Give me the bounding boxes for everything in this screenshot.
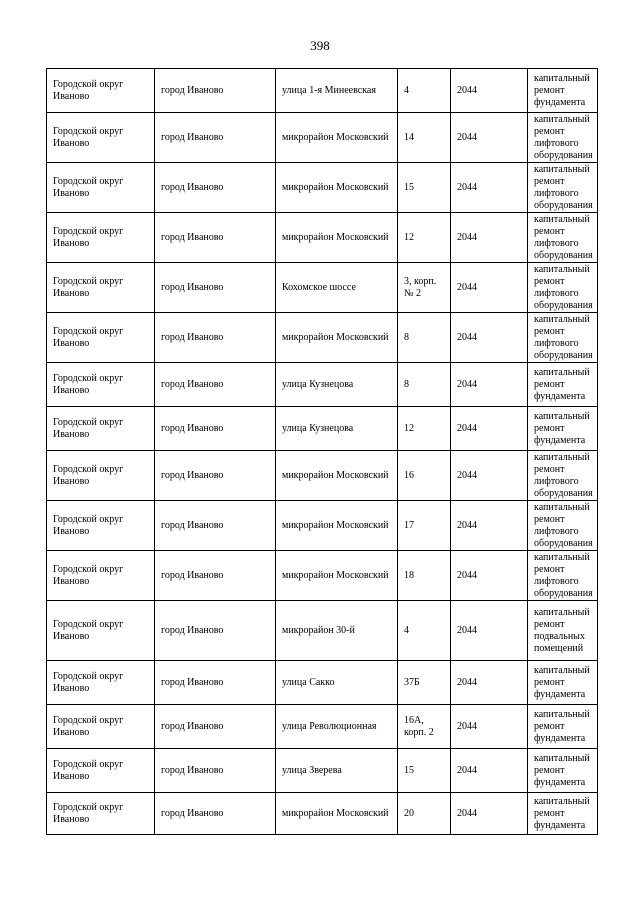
work-type-cell: капитальный ремонт лифтового оборудования bbox=[528, 451, 598, 501]
street-cell: микрорайон Московский bbox=[276, 551, 398, 601]
city-cell: город Иваново bbox=[155, 705, 276, 749]
street-cell: Кохомское шоссе bbox=[276, 263, 398, 313]
table-row bbox=[47, 705, 598, 749]
street-cell: улица Зверева bbox=[276, 749, 398, 793]
house-number-cell: 8 bbox=[398, 363, 451, 407]
year-cell: 2044 bbox=[451, 793, 528, 835]
okrug-cell: Городской округ Иваново bbox=[47, 661, 155, 705]
city-cell: город Иваново bbox=[155, 793, 276, 835]
street-cell: улица Кузнецова bbox=[276, 363, 398, 407]
house-number-cell: 16А, корп. 2 bbox=[398, 705, 451, 749]
okrug-cell: Городской округ Иваново bbox=[47, 163, 155, 213]
street-cell: микрорайон 30-й bbox=[276, 601, 398, 661]
year-cell: 2044 bbox=[451, 163, 528, 213]
work-type-cell: капитальный ремонт фундамента bbox=[528, 793, 598, 835]
okrug-cell: Городской округ Иваново bbox=[47, 263, 155, 313]
house-number-cell: 3, корп. № 2 bbox=[398, 263, 451, 313]
work-type-cell: капитальный ремонт лифтового оборудования bbox=[528, 501, 598, 551]
table-row bbox=[47, 407, 598, 451]
house-number-cell: 14 bbox=[398, 113, 451, 163]
work-type-cell: капитальный ремонт фундамента bbox=[528, 705, 598, 749]
okrug-cell: Городской округ Иваново bbox=[47, 363, 155, 407]
work-type-cell: капитальный ремонт фундамента bbox=[528, 363, 598, 407]
street-cell: микрорайон Московский bbox=[276, 163, 398, 213]
city-cell: город Иваново bbox=[155, 407, 276, 451]
city-cell: город Иваново bbox=[155, 163, 276, 213]
street-cell: улица 1-я Минеевская bbox=[276, 69, 398, 113]
work-type-cell: капитальный ремонт фундамента bbox=[528, 69, 598, 113]
city-cell: город Иваново bbox=[155, 501, 276, 551]
year-cell: 2044 bbox=[451, 661, 528, 705]
work-type-cell: капитальный ремонт лифтового оборудования bbox=[528, 263, 598, 313]
city-cell: город Иваново bbox=[155, 69, 276, 113]
work-type-cell: капитальный ремонт фундамента bbox=[528, 407, 598, 451]
okrug-cell: Городской округ Иваново bbox=[47, 113, 155, 163]
street-cell: микрорайон Московский bbox=[276, 451, 398, 501]
table-row bbox=[47, 601, 598, 661]
year-cell: 2044 bbox=[451, 69, 528, 113]
year-cell: 2044 bbox=[451, 451, 528, 501]
table-row bbox=[47, 113, 598, 163]
house-number-cell: 8 bbox=[398, 313, 451, 363]
okrug-cell: Городской округ Иваново bbox=[47, 749, 155, 793]
year-cell: 2044 bbox=[451, 749, 528, 793]
house-number-cell: 4 bbox=[398, 69, 451, 113]
city-cell: город Иваново bbox=[155, 661, 276, 705]
city-cell: город Иваново bbox=[155, 749, 276, 793]
okrug-cell: Городской округ Иваново bbox=[47, 705, 155, 749]
okrug-cell: Городской округ Иваново bbox=[47, 793, 155, 835]
house-number-cell: 4 bbox=[398, 601, 451, 661]
year-cell: 2044 bbox=[451, 263, 528, 313]
table-row bbox=[47, 451, 598, 501]
table-row bbox=[47, 263, 598, 313]
table-row bbox=[47, 213, 598, 263]
city-cell: город Иваново bbox=[155, 313, 276, 363]
page-number: 398 bbox=[310, 38, 330, 53]
house-number-cell: 17 bbox=[398, 501, 451, 551]
okrug-cell: Городской округ Иваново bbox=[47, 213, 155, 263]
okrug-cell: Городской округ Иваново bbox=[47, 501, 155, 551]
city-cell: город Иваново bbox=[155, 601, 276, 661]
street-cell: микрорайон Московский bbox=[276, 113, 398, 163]
work-type-cell: капитальный ремонт лифтового оборудования bbox=[528, 313, 598, 363]
street-cell: микрорайон Московский bbox=[276, 313, 398, 363]
year-cell: 2044 bbox=[451, 363, 528, 407]
table-row bbox=[47, 749, 598, 793]
street-cell: улица Кузнецова bbox=[276, 407, 398, 451]
okrug-cell: Городской округ Иваново bbox=[47, 407, 155, 451]
work-type-cell: капитальный ремонт фундамента bbox=[528, 749, 598, 793]
street-cell: микрорайон Московский bbox=[276, 793, 398, 835]
house-number-cell: 20 bbox=[398, 793, 451, 835]
year-cell: 2044 bbox=[451, 551, 528, 601]
city-cell: город Иваново bbox=[155, 213, 276, 263]
table-row bbox=[47, 313, 598, 363]
city-cell: город Иваново bbox=[155, 551, 276, 601]
table-body bbox=[47, 69, 598, 835]
year-cell: 2044 bbox=[451, 501, 528, 551]
table-row bbox=[47, 551, 598, 601]
table-row bbox=[47, 363, 598, 407]
work-type-cell: капитальный ремонт лифтового оборудования bbox=[528, 113, 598, 163]
year-cell: 2044 bbox=[451, 213, 528, 263]
house-number-cell: 18 bbox=[398, 551, 451, 601]
city-cell: город Иваново bbox=[155, 113, 276, 163]
work-type-cell: капитальный ремонт фундамента bbox=[528, 661, 598, 705]
okrug-cell: Городской округ Иваново bbox=[47, 451, 155, 501]
okrug-cell: Городской округ Иваново bbox=[47, 69, 155, 113]
table-row bbox=[47, 661, 598, 705]
house-number-cell: 15 bbox=[398, 163, 451, 213]
house-number-cell: 12 bbox=[398, 407, 451, 451]
table-row bbox=[47, 501, 598, 551]
okrug-cell: Городской округ Иваново bbox=[47, 601, 155, 661]
year-cell: 2044 bbox=[451, 113, 528, 163]
city-cell: город Иваново bbox=[155, 363, 276, 407]
repair-register-table bbox=[46, 68, 598, 835]
street-cell: микрорайон Московский bbox=[276, 213, 398, 263]
house-number-cell: 12 bbox=[398, 213, 451, 263]
year-cell: 2044 bbox=[451, 705, 528, 749]
year-cell: 2044 bbox=[451, 601, 528, 661]
street-cell: микрорайон Московский bbox=[276, 501, 398, 551]
street-cell: улица Сакко bbox=[276, 661, 398, 705]
house-number-cell: 37Б bbox=[398, 661, 451, 705]
city-cell: город Иваново bbox=[155, 263, 276, 313]
year-cell: 2044 bbox=[451, 313, 528, 363]
work-type-cell: капитальный ремонт лифтового оборудования bbox=[528, 213, 598, 263]
street-cell: улица Революционная bbox=[276, 705, 398, 749]
work-type-cell: капитальный ремонт подвальных помещений bbox=[528, 601, 598, 661]
table-row bbox=[47, 69, 598, 113]
house-number-cell: 16 bbox=[398, 451, 451, 501]
okrug-cell: Городской округ Иваново bbox=[47, 551, 155, 601]
city-cell: город Иваново bbox=[155, 451, 276, 501]
work-type-cell: капитальный ремонт лифтового оборудования bbox=[528, 163, 598, 213]
table-row bbox=[47, 793, 598, 835]
table-row bbox=[47, 163, 598, 213]
okrug-cell: Городской округ Иваново bbox=[47, 313, 155, 363]
work-type-cell: капитальный ремонт лифтового оборудования bbox=[528, 551, 598, 601]
house-number-cell: 15 bbox=[398, 749, 451, 793]
year-cell: 2044 bbox=[451, 407, 528, 451]
